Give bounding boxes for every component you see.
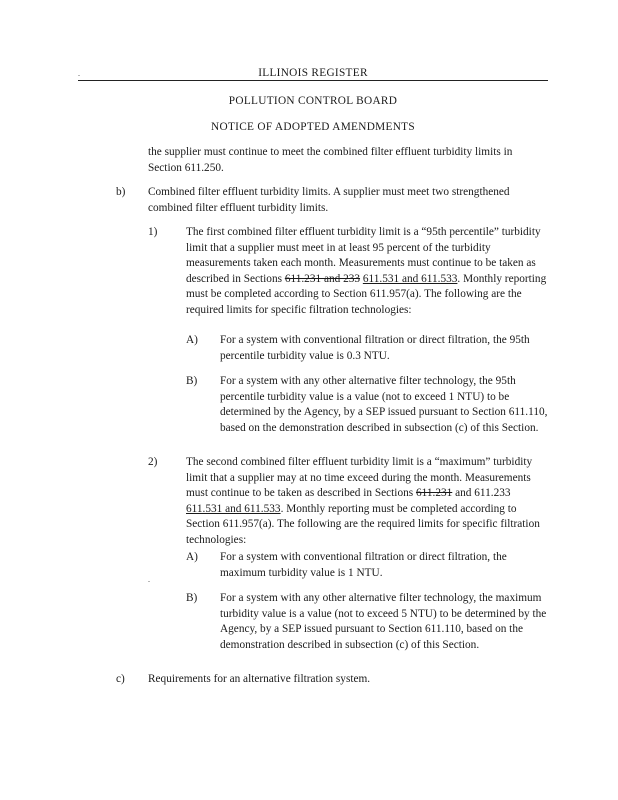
item-2-A-text: For a system with conventional filtration or direct filtration, the maximum turbidity value is 1 NTU. <box>220 551 507 579</box>
item-2-deleted-text: 611.231 <box>415 487 453 499</box>
header-rule <box>78 80 548 81</box>
item-2-text-b: . Monthly reporting must be completed according to Section 611.957(a). The following are the required limits for specific filtration technologies: <box>186 502 540 546</box>
item-1-A-text: For a system with conventional filtration or direct filtration, the 95th percentile turbidity value is 0.3 NTU. <box>220 334 530 362</box>
item-1-B-text: For a system with any other alternative filter technology, the 95th percentile turbidity value is a value (not to exceed 1 NTU) to be determined by the Agency, by a SEP issued pursuant to Section 611.110, based on the demonstration described in subsection (c) of this Section. <box>220 375 548 434</box>
item-2-B-label: B) <box>186 592 198 604</box>
item-2-text-mid: and 611.233 <box>452 487 511 499</box>
subsection-b-label: b) <box>116 186 126 198</box>
item-1-deleted-text: 611.231 and 233 <box>284 272 361 285</box>
item-2-B-text: For a system with any other alternative filter technology, the maximum turbidity value is a value (not to exceed 5 NTU) to be determined by the Agency, by a SEP issued pursuant to Section 611.110, based on the demonstration described in subsection (c) of this Section. <box>220 592 547 651</box>
item-1-inserted-text: 611.531 and 611.533 <box>362 272 458 285</box>
scan-mark: . <box>78 69 80 78</box>
scan-mark-2: . <box>148 575 150 584</box>
item-1-text-b: . Monthly reporting must be completed according to Section 611.957(a). The following are the required limits for specific filtration technologies: <box>186 272 547 316</box>
item-1-paragraph <box>186 225 548 318</box>
item-1-label: 1) <box>148 226 158 238</box>
register-title: ILLINOIS REGISTER <box>258 67 368 79</box>
notice-title: NOTICE OF ADOPTED AMENDMENTS <box>211 121 415 133</box>
item-2-A-label: A) <box>186 551 198 563</box>
intro-paragraph: the supplier must continue to meet the combined filter effluent turbidity limits in Section 611.250. <box>148 146 513 174</box>
board-title: POLLUTION CONTROL BOARD <box>228 95 398 107</box>
item-2-paragraph <box>186 455 548 548</box>
item-2-inserted-text: 611.531 and 611.533 <box>186 502 281 515</box>
item-1-A-label: A) <box>186 334 198 346</box>
item-2-label: 2) <box>148 456 158 468</box>
subsection-c-text: Requirements for an alternative filtration system. <box>148 673 371 685</box>
item-2-text-a: The second combined filter effluent turbidity limit is a “maximum” turbidity limit that a supplier may at no time exceed during the month. Measurements must continue to be taken as described in Sections <box>186 456 533 499</box>
item-1-text-a: The first combined filter effluent turbidity limit is a “95th percentile” turbidity limit that a supplier must meet in at least 95 percent of the turbidity measurements taken each month. Measurements must continue to be taken as described in Sections <box>186 226 541 285</box>
subsection-b-text: Combined filter effluent turbidity limits. A supplier must meet two strengthened combined filter effluent turbidity limits. <box>148 186 510 214</box>
item-1-B-label: B) <box>186 375 198 387</box>
subsection-c-label: c) <box>116 673 125 685</box>
